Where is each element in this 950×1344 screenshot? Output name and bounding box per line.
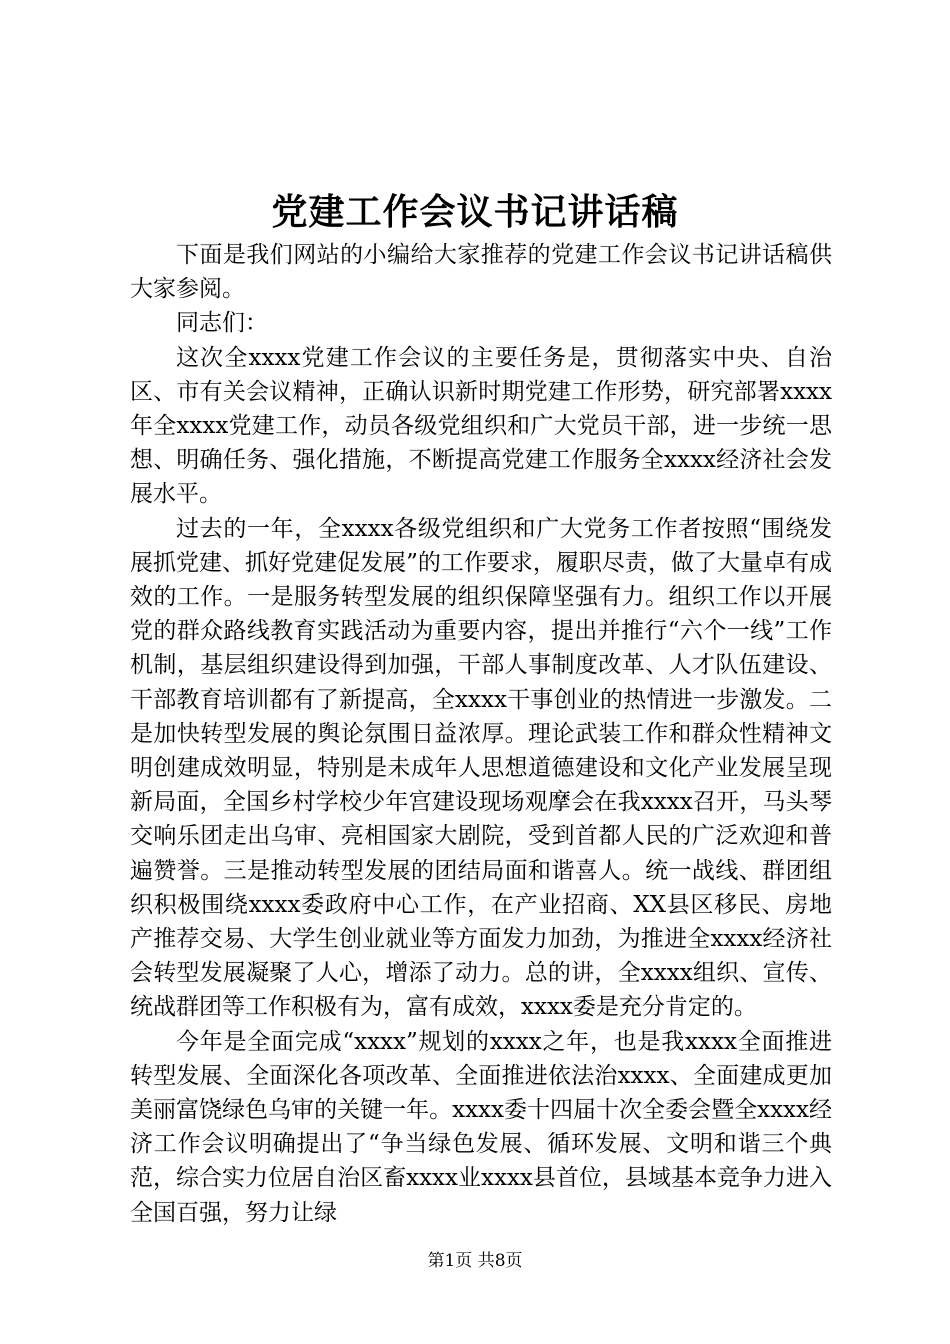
body-paragraph: 这次全xxxx党建工作会议的主要任务是，贯彻落实中央、自治区、市有关会议精神，正确认识新时期党建工作形势，研究部署xxxx年全xxxx党建工作，动员各级党组织和广大党员干部，进一步统一思想、明确任务、强化措施，不断提高党建工作服务全xxxx经济社会发展水平。 [130,344,832,508]
page-footer: 第1页 共8页 [427,1251,523,1271]
body-paragraph: 过去的一年，全xxxx各级党组织和广大党务工作者按照“围绕发展抓党建、抓好党建促发展”的工作要求，履职尽责，做了大量卓有成效的工作。一是服务转型发展的组织保障坚强有力。组织工作以开展党的群众路线教育实践活动为重要内容，提出并推行“六个一线”工作机制，基层组织建设得到加强，干部人事制度改革、人才队伍建设、干部教育培训都有了新提高，全xxxx干事创业的热情进一步激发。二是加快转型发展的舆论氛围日益浓厚。理论武装工作和群众性精神文明创建成效明显，特别是未成年人思想道德建设和文化产业发展呈现新局面，全国乡村学校少年宫建设现场观摩会在我xxxx召开，马头琴交响乐团走出乌审、亮相国家大剧院，受到首都人民的广泛欢迎和普遍赞誉。三是推动转型发展的团结局面和谐喜人。统一战线、群团组织积极围绕xxxx委政府中心工作，在产业招商、XX县区移民、房地产推荐交易、大学生创业就业等方面发力加劲，为推进全xxxx经济社会转型发展凝聚了人心，增添了动力。总的讲，全xxxx组织、宣传、统战群团等工作积极有为，富有成效，xxxx委是充分肯定的。 [130,515,832,1021]
document-body [130,238,832,1230]
document-title: 党建工作会议书记讲话稿 [271,191,679,233]
salutation: 同志们： [176,310,268,337]
body-paragraph: 今年是全面完成“xxxx”规划的xxxx之年，也是我xxxx全面推进转型发展、全面深化各项改革、全面推进依法治xxxx、全面建成更加美丽富饶绿色乌审的关键一年。xxxx委十四届十次全委会暨全xxxx经济工作会议明确提出了“争当绿色发展、循环发展、文明和谐三个典范，综合实力位居自治区畜xxxx业xxxx县首位，县域基本竞争力进入全国百强，努力让绿 [130,1028,832,1226]
intro-paragraph: 下面是我们网站的小编给大家推荐的党建工作会议书记讲话稿供大家参阅。 [130,242,832,303]
